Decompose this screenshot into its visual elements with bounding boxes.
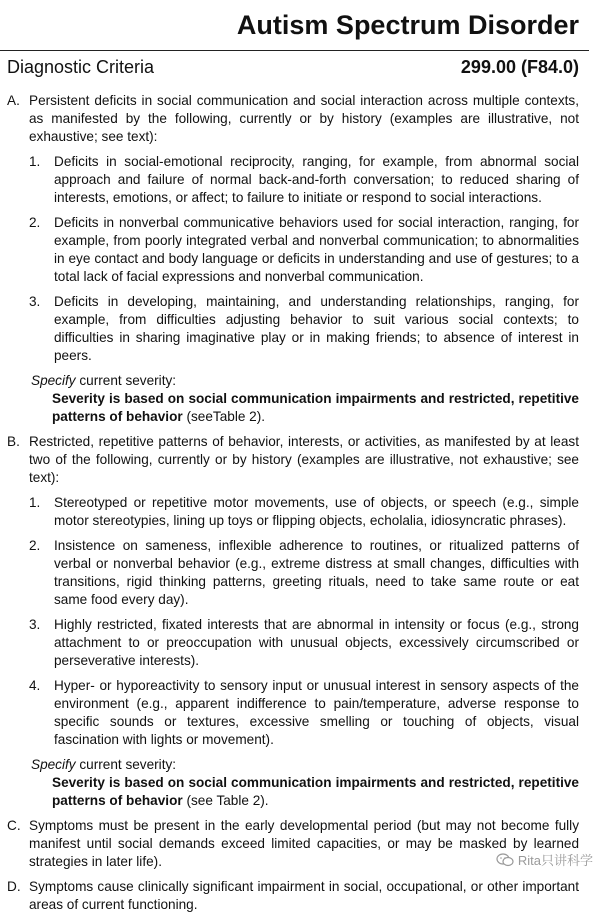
severity-bold: Severity is based on social communication impairments and restricted, repetitive patterns of behavior xyxy=(52,775,579,808)
criterion-a-item-3 xyxy=(0,293,589,365)
item-text: Deficits in nonverbal communicative behaviors used for social interaction, ranging, for example, from poorly integrated verbal and nonverbal communication; to abnormalities in eye contact and body language or deficits in understanding and use of gestures; to a total lack of facial expressions and nonverbal communication. xyxy=(54,215,579,284)
criterion-b-item-1 xyxy=(0,494,589,530)
criterion-marker: C. xyxy=(7,818,21,833)
criterion-a-item-2 xyxy=(0,214,589,286)
specify-text: current severity: xyxy=(75,373,177,388)
criterion-a-item-1 xyxy=(0,153,589,207)
item-text: Stereotyped or repetitive motor movements, use of objects, or speech (e.g., simple motor stereotypies, lining up toys or flipping objects, echolalia, idiosyncratic phrases). xyxy=(54,495,579,528)
item-text: Hyper- or hyporeactivity to sensory input or unusual interest in sensory aspects of the environment (e.g., apparent indifference to pain/temperature, adverse response to specific sounds or textures, excessive smelling or touching of objects, visual fascination with lights or movement). xyxy=(54,678,579,747)
item-marker: 2. xyxy=(29,538,41,553)
item-text: Deficits in developing, maintaining, and understanding relationships, ranging, for example, from difficulties adjusting behavior to suit various social contexts; to difficulties in sharing imaginative play or in making friends; to absence of interest in peers. xyxy=(54,294,579,363)
specify-label: Specify xyxy=(31,373,76,388)
watermark xyxy=(496,850,593,869)
criterion-text: Symptoms must be present in the early developmental period (but may not become fully manifest until social demands exceed limited capacities, or may be masked by learned strategies in later life). xyxy=(29,818,579,869)
criterion-b-item-3 xyxy=(0,616,589,670)
criterion-marker: B. xyxy=(7,434,20,449)
diagnostic-code: 299.00 (F84.0) xyxy=(460,57,579,77)
item-marker: 3. xyxy=(29,294,41,309)
specify-severity-b xyxy=(0,756,589,774)
specify-label: Specify xyxy=(31,757,76,772)
item-marker: 2. xyxy=(29,215,41,230)
item-marker: 3. xyxy=(29,617,41,632)
header-rule xyxy=(0,50,589,51)
document-title: Autism Spectrum Disorder xyxy=(236,10,579,40)
specify-text: current severity: xyxy=(75,757,177,772)
criterion-a xyxy=(0,92,589,146)
item-text: Deficits in social-emotional reciprocity, ranging, for example, from abnormal social approach and failure of normal back-and-forth conversation; to reduced sharing of interests, emotions, or affect; to failure to initiate or respond to social interactions. xyxy=(54,154,579,205)
criterion-text: Symptoms cause clinically significant impairment in social, occupational, or other important areas of current functioning. xyxy=(29,879,579,912)
item-marker: 1. xyxy=(29,154,41,169)
criterion-b xyxy=(0,433,589,487)
item-marker: 1. xyxy=(29,495,41,510)
criterion-text: Restricted, repetitive patterns of behavior, interests, or activities, as manifested by at least two of the following, currently or by history (examples are illustrative, not exhaustive; see text): xyxy=(29,434,579,485)
severity-note-a xyxy=(0,390,589,426)
severity-note-b xyxy=(0,774,589,810)
wechat-icon xyxy=(496,853,514,867)
specify-severity-a xyxy=(0,372,589,390)
criterion-b-item-4 xyxy=(0,677,589,749)
severity-tail: (see Table 2). xyxy=(182,793,269,808)
item-text: Highly restricted, fixated interests that are abnormal in intensity or focus (e.g., strong attachment to or preoccupation with unusual objects, excessively circumscribed or perseverative interests). xyxy=(54,617,579,668)
criterion-marker: A. xyxy=(7,93,20,108)
criteria-body xyxy=(0,92,589,921)
criterion-d xyxy=(0,878,589,914)
watermark-text: Rita只讲科学 xyxy=(517,853,593,868)
severity-tail: (seeTable 2). xyxy=(182,409,266,424)
section-subtitle: Diagnostic Criteria xyxy=(7,57,155,77)
criterion-text: Persistent deficits in social communication and social interaction across multiple contexts, as manifested by the following, currently or by history (examples are illustrative, not exhaustive; see text): xyxy=(29,93,579,144)
item-marker: 4. xyxy=(29,678,41,693)
item-text: Insistence on sameness, inflexible adherence to routines, or ritualized patterns of verbal or nonverbal behavior (e.g., extreme distress at small changes, difficulties with transitions, rigid thinking patterns, greeting rituals, need to take same route or eat same food every day). xyxy=(54,538,579,607)
criterion-marker: D. xyxy=(7,879,21,894)
severity-bold: Severity is based on social communication impairments and restricted, repetitive patterns of behavior xyxy=(52,391,579,424)
criterion-b-item-2 xyxy=(0,537,589,609)
